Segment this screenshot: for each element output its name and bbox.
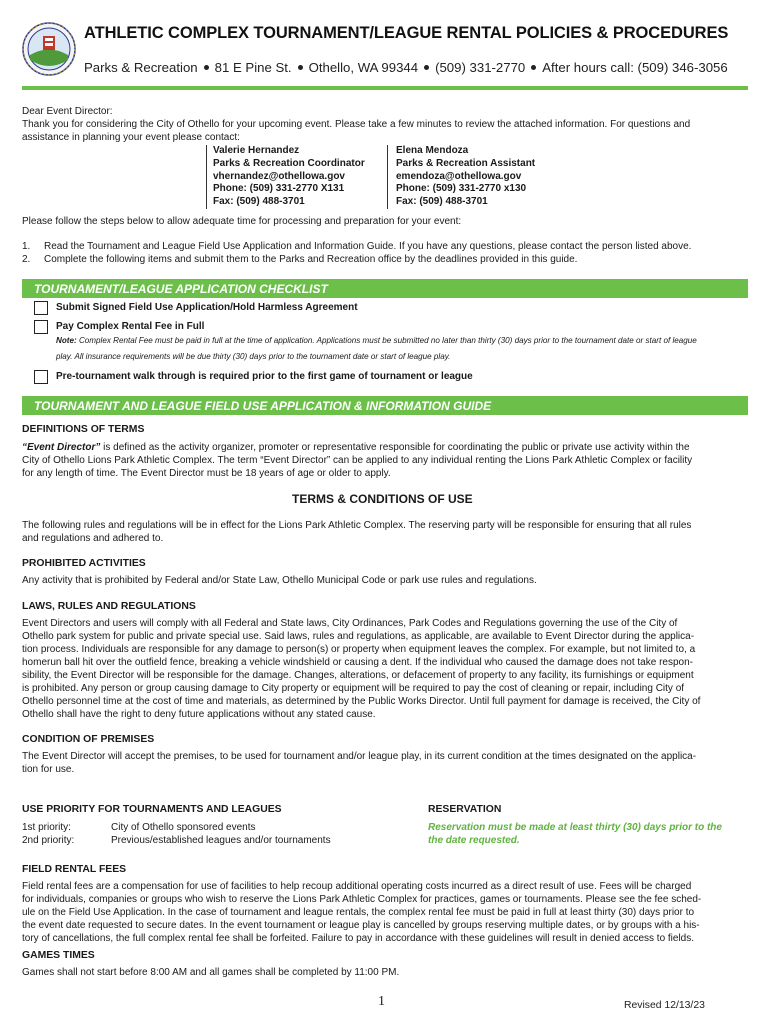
contact-phone: Phone: (509) 331-2770 X131 (213, 183, 345, 195)
definitions-title: DEFINITIONS OF TERMS (22, 424, 145, 435)
laws-line: sibility, the Event Director will be responsible for the damage. Changes, alterations, or defacement of property to any facility, its furnishings or equipment (22, 670, 694, 681)
note-text: Complex Rental Fee must be paid in full at the time of application. Applications must be submitted no later than thirty (30) days prior to the tournament date or start of league (78, 336, 697, 345)
revision-date: Revised 12/13/23 (624, 1000, 705, 1011)
contact-name: Valerie Hernandez (213, 145, 300, 156)
fees-line: Field rental fees are a compensation for use of facilities to help recoup additional operating costs incurred as a direct result of use. Fees will be charged (22, 881, 692, 892)
header-phone: (509) 331-2770 (435, 60, 526, 75)
premises-title: CONDITION OF PREMISES (22, 734, 155, 745)
contact-email[interactable]: vhernandez@othellowa.gov (213, 170, 345, 182)
laws-line: is prohibited. Any person or group causing damage to City property or equipment will be required to pay the cost of cleaning or repair, including City of (22, 683, 685, 694)
laws-line: Event Directors and users will comply with all Federal and State laws, City Ordinances, Park Codes and Regulations governing the use of the City of (22, 618, 678, 629)
reservation-line: Reservation must be made at least thirty (30) days prior to the (428, 822, 722, 833)
header-department: Parks & Recreation (84, 60, 198, 75)
prohibited-text: Any activity that is prohibited by Federal and/or State Law, Othello Municipal Code or park use rules and regulations. (22, 575, 537, 586)
priority-value: Previous/established leagues and/or tournaments (111, 835, 331, 846)
laws-title: LAWS, RULES AND REGULATIONS (22, 601, 196, 612)
contact-card-1 (213, 145, 365, 209)
terms-line: and regulations and adhered to. (22, 533, 164, 544)
laws-line: Othello personnel time at the cost of time and materials, as determined by the Public Works Director. Until full payment for damage is received, the City of (22, 696, 701, 707)
checklist-checkbox[interactable] (34, 301, 48, 315)
contact-phone: Phone: (509) 331-2770 x130 (396, 183, 527, 195)
definition-line: is defined as the activity organizer, promoter or representative responsible for coordinating the public or private use activity within the (100, 442, 690, 453)
checklist-checkbox[interactable] (34, 370, 48, 384)
document-title: ATHLETIC COMPLEX TOURNAMENT/LEAGUE RENTAL POLICIES & PROCEDURES (84, 24, 729, 42)
premises-line: The Event Director will accept the premises, to be used for tournament and/or league play, in its current condition at the times designated on the applica- (22, 751, 697, 762)
contact-fax: Fax: (509) 488-3701 (396, 196, 488, 208)
priority-value: City of Othello sponsored events (111, 822, 256, 833)
times-title: GAMES TIMES (22, 950, 95, 961)
reservation-title: RESERVATION (428, 804, 502, 815)
header-address: 81 E Pine St. (214, 60, 292, 75)
steps-intro: Please follow the steps below to allow adequate time for processing and preparation for your event: (22, 216, 462, 227)
definition-line: City of Othello Lions Park Athletic Complex. The term “Event Director” can be applied to any individual renting the Lions Park Athletic Complex or facility (22, 455, 693, 466)
fees-title: FIELD RENTAL FEES (22, 864, 127, 875)
header-contact-line (84, 60, 728, 75)
contact-name: Elena Mendoza (396, 145, 469, 156)
terms-line: The following rules and regulations will be in effect for the Lions Park Athletic Complex. The reserving party will be responsible for ensuring that all rules (22, 520, 692, 531)
contact-card-2 (396, 145, 535, 209)
checklist-item: Pre-tournament walk through is required prior to the first game of tournament or league (56, 371, 473, 382)
checklist-item: Pay Complex Rental Fee in Full (56, 321, 205, 332)
laws-line: tion process. Individuals are responsible for any damage to person(s) or property when equipment leaves the complex. For example, but not limited to, a (22, 644, 696, 655)
definition-line: for any length of time. The Event Director must be 18 years of age or older to apply. (22, 468, 391, 479)
step-number: 1. (22, 241, 31, 252)
contact-divider-right (387, 145, 388, 209)
step-number: 2. (22, 254, 31, 265)
times-text: Games shall not start before 8:00 AM and all games shall be completed by 11:00 PM. (22, 967, 400, 978)
step-text: Read the Tournament and League Field Use Application and Information Guide. If you have any questions, please contact the person listed above. (44, 241, 692, 252)
header-after-hours: After hours call: (509) 346-3056 (542, 60, 728, 75)
note-label: Note: (56, 336, 77, 345)
step-text: Complete the following items and submit them to the Parks and Recreation office by the deadlines provided in this guide. (44, 254, 578, 265)
header-city: Othello, WA 99344 (308, 60, 419, 75)
page-number: 1 (378, 994, 385, 1009)
guide-heading: TOURNAMENT AND LEAGUE FIELD USE APPLICATION & INFORMATION GUIDE (22, 396, 748, 415)
fees-line: the event date requested to secure dates. In the event tournament or league play is cancelled by groups reserving multiple dates, or by groups with a his- (22, 920, 700, 931)
laws-line: Othello park system for public and private special use. Said laws, rules and regulations, as applicable, are available to Event Director during the applica- (22, 631, 695, 642)
priority-title: USE PRIORITY FOR TOURNAMENTS AND LEAGUES (22, 804, 282, 815)
bullet-icon (204, 65, 209, 70)
fees-line: tory of cancellations, the full complex rental fee shall be forfeited. Failure to pay in accordance with these guidelines will result in denied access to fields. (22, 933, 695, 944)
premises-line: tion for use. (22, 764, 75, 775)
definition-text (22, 442, 690, 455)
contact-role: Parks & Recreation Assistant (396, 157, 536, 169)
contact-divider-left (206, 145, 207, 209)
contact-email[interactable]: emendoza@othellowa.gov (396, 170, 522, 182)
header-divider (22, 86, 748, 90)
intro-line: assistance in planning your event please contact: (22, 132, 240, 143)
prohibited-title: PROHIBITED ACTIVITIES (22, 558, 146, 569)
checklist-note (56, 335, 697, 348)
salutation: Dear Event Director: (22, 106, 113, 117)
city-seal-icon (22, 22, 76, 76)
checklist-note-continued: play. All insurance requirements will be due thirty (30) days prior to the tournament date or start of league play. (56, 352, 451, 361)
priority-label: 1st priority: (22, 822, 71, 833)
checklist-checkbox[interactable] (34, 320, 48, 334)
terms-title: TERMS & CONDITIONS OF USE (292, 492, 473, 506)
intro-line: Thank you for considering the City of Othello for your upcoming event. Please take a few minutes to review the attached information. For questions and (22, 119, 691, 130)
bullet-icon (298, 65, 303, 70)
priority-label: 2nd priority: (22, 835, 75, 846)
definition-term: “Event Director” (22, 442, 101, 453)
bullet-icon (424, 65, 429, 70)
fees-line: ule on the Field Use Application. In the case of tournament and league rentals, the complex rental fee must be paid in full at least thirty (30) days prior to (22, 907, 695, 918)
bullet-icon (531, 65, 536, 70)
checklist-heading: TOURNAMENT/LEAGUE APPLICATION CHECKLIST (22, 279, 748, 298)
checklist-item: Submit Signed Field Use Application/Hold Harmless Agreement (56, 302, 358, 313)
contact-role: Parks & Recreation Coordinator (213, 157, 365, 169)
reservation-line: the date requested. (428, 835, 520, 846)
laws-line: Othello shall have the right to deny future applications without any stated cause. (22, 709, 376, 720)
laws-line: homerun ball hit over the outfield fence, breaking a vehicle windshield or causing a dent. If the individual who caused the damage does not take respon- (22, 657, 693, 668)
fees-line: for individuals, companies or groups who wish to reserve the Lions Park Athletic Complex for practices, games or tournaments. Please see the fee sched- (22, 894, 702, 905)
contact-fax: Fax: (509) 488-3701 (213, 196, 305, 208)
